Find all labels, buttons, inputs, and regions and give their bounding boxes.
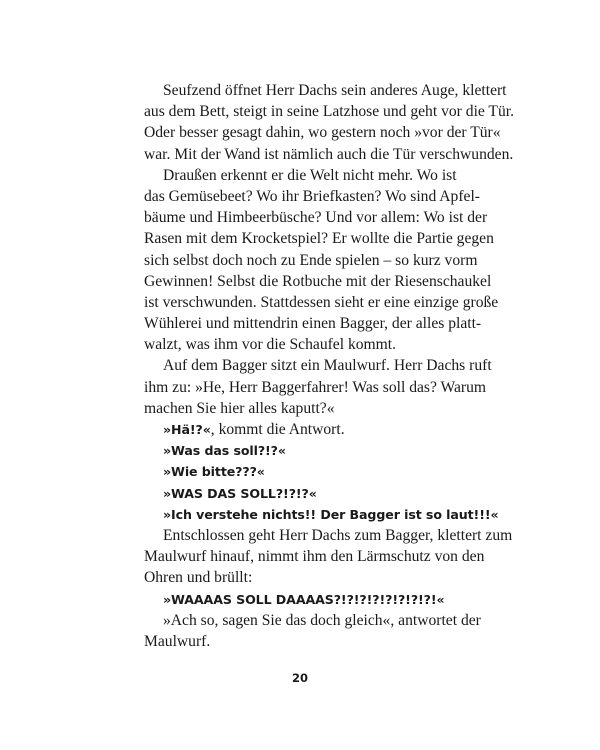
shout-line: »Wie bitte???« [163, 464, 265, 480]
shout-line: »Was das soll?!?« [163, 443, 286, 459]
text-line: Maulwurf. [144, 632, 211, 650]
text-line: Rasen mit dem Krocketspiel? Er wollte die Partie gegen [144, 230, 494, 248]
text-line: sich selbst doch noch zu Ende spielen – so kurz vorm [144, 251, 478, 269]
text-line: Ohren und brüllt: [144, 569, 253, 587]
story-text [144, 80, 514, 652]
dialogue-line [144, 419, 482, 440]
shout-text: »Hä!?« [163, 422, 211, 437]
text-line: »Ach so, sagen Sie das doch gleich«, antwortet der [163, 611, 481, 629]
page-number: 20 [291, 671, 308, 685]
shout-line: »WAAAAS SOLL DAAAAS?!?!?!?!?!?!?!?!« [163, 591, 445, 607]
text-line: walzt, was ihm vor die Schaufel kommt. [144, 336, 397, 354]
shout-line: »WAS DAS SOLL?!?!?« [163, 485, 317, 501]
text-line: Maulwurf hinauf, nimmt ihm den Lärmschutz von den [144, 548, 485, 566]
text-line: machen Sie hier alles kaputt?« [144, 399, 335, 417]
text-line-rest: , kommt die Antwort. [210, 421, 345, 438]
text-line: war. Mit der Wand ist nämlich auch die Tür verschwunden. [144, 145, 514, 163]
text-line: Seufzend öffnet Herr Dachs sein anderes Auge, klettert [163, 82, 507, 99]
text-line: bäume und Himbeerbüsche? Und vor allem: Wo ist der [144, 209, 488, 227]
text-line: Wühlerei und mittendrin einen Bagger, der alles platt- [144, 315, 482, 333]
text-line: aus dem Bett, steigt in seine Latzhose und geht vor die Tür. [144, 103, 514, 121]
text-line: Gewinnen! Selbst die Rotbuche mit der Riesenschaukel [144, 272, 492, 290]
text-line: Auf dem Bagger sitzt ein Maulwurf. Herr Dachs ruft [163, 357, 492, 375]
text-line: ist verschwunden. Stattdessen sieht er eine einzige große [144, 293, 499, 311]
shout-line: »Ich verstehe nichts!! Der Bagger ist so laut!!!« [163, 506, 499, 522]
text-line: Oder besser gesagt dahin, wo gestern noch »vor der Tür« [144, 124, 501, 142]
text-line: ihm zu: »He, Herr Baggerfahrer! Was soll das? Warum [144, 378, 487, 396]
text-line: Entschlossen geht Herr Dachs zum Bagger, klettert zum [163, 526, 513, 544]
text-line: das Gemüsebeet? Wo ihr Briefkasten? Wo sind Apfel- [144, 187, 480, 205]
text-line: Draußen erkennt er die Welt nicht mehr. Wo ist [163, 166, 457, 184]
